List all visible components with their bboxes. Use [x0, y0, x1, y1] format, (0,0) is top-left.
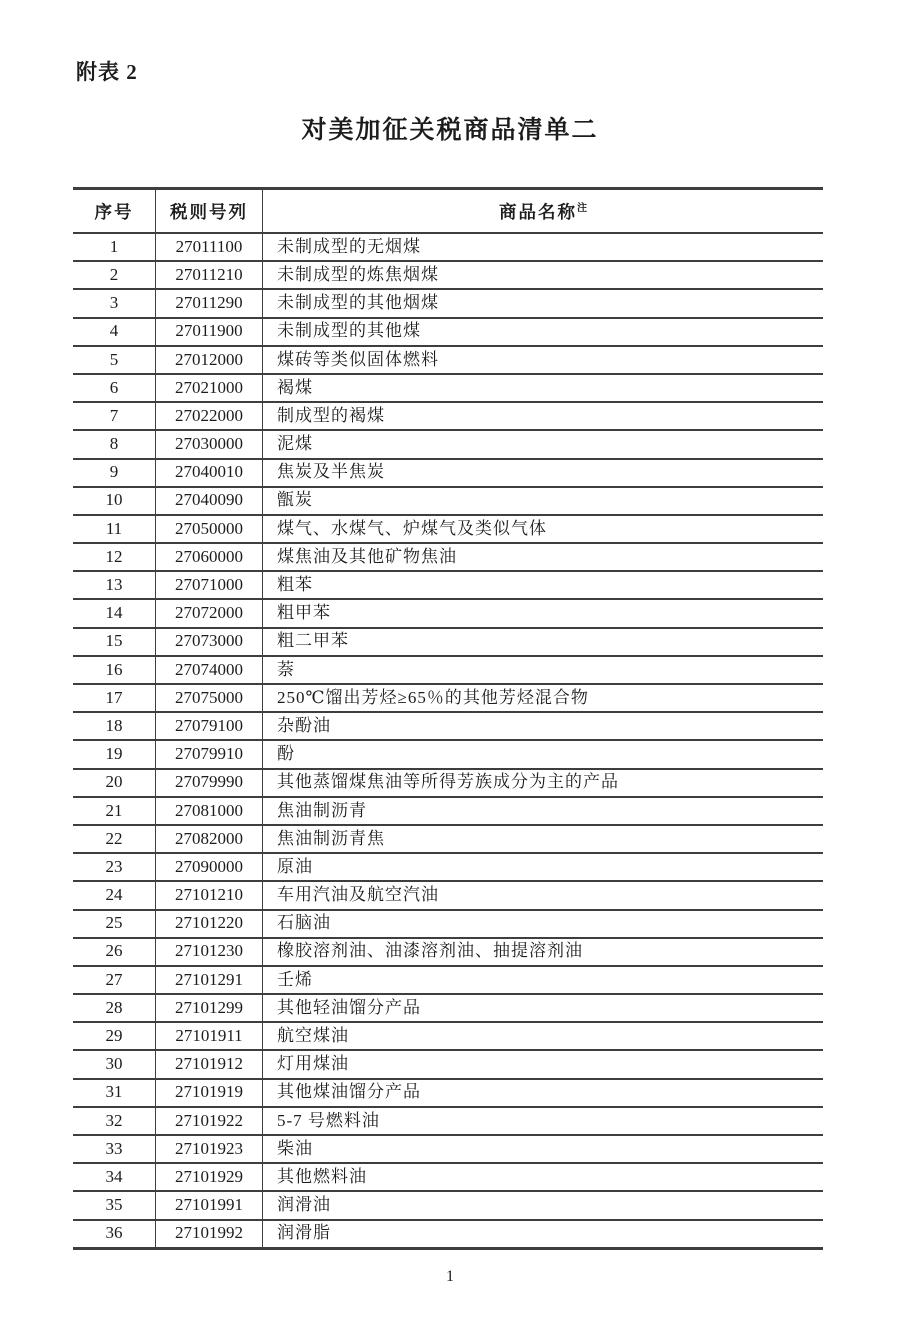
column-header-index: 序号: [73, 189, 156, 234]
row-code: 27011210: [156, 261, 263, 289]
row-code: 27072000: [156, 599, 263, 627]
row-code: 27101929: [156, 1163, 263, 1191]
row-name: 粗苯: [263, 571, 824, 599]
table-row: [73, 910, 823, 938]
row-index: 17: [73, 684, 156, 712]
row-index: 29: [73, 1022, 156, 1050]
row-name: 润滑脂: [263, 1220, 824, 1249]
table-row: [73, 515, 823, 543]
table-row: [73, 430, 823, 458]
row-index: 28: [73, 994, 156, 1022]
row-index: 2: [73, 261, 156, 289]
table-row: [73, 740, 823, 768]
row-index: 27: [73, 966, 156, 994]
table-row: [73, 797, 823, 825]
row-name: 褐煤: [263, 374, 824, 402]
row-code: 27011900: [156, 318, 263, 346]
table-row: [73, 346, 823, 374]
table-row: [73, 1079, 823, 1107]
row-name: 柴油: [263, 1135, 824, 1163]
row-name: 未制成型的其他烟煤: [263, 289, 824, 317]
row-index: 25: [73, 910, 156, 938]
table-body: [73, 233, 823, 1248]
row-code: 27074000: [156, 656, 263, 684]
row-name: 车用汽油及航空汽油: [263, 881, 824, 909]
row-code: 27079990: [156, 769, 263, 797]
row-name: 原油: [263, 853, 824, 881]
row-code: 27050000: [156, 515, 263, 543]
row-code: 27011290: [156, 289, 263, 317]
table-row: [73, 825, 823, 853]
row-code: 27079100: [156, 712, 263, 740]
column-header-name: [263, 189, 824, 234]
table-row: [73, 853, 823, 881]
table-row: [73, 684, 823, 712]
table-row: [73, 1163, 823, 1191]
row-index: 35: [73, 1191, 156, 1219]
table-row: [73, 318, 823, 346]
row-code: 27022000: [156, 402, 263, 430]
row-code: 27060000: [156, 543, 263, 571]
row-name: 萘: [263, 656, 824, 684]
table-row: [73, 1220, 823, 1249]
table-header: [73, 189, 823, 234]
table-row: [73, 1107, 823, 1135]
table-row: [73, 599, 823, 627]
row-code: 27073000: [156, 628, 263, 656]
row-name: 润滑油: [263, 1191, 824, 1219]
table-row: [73, 543, 823, 571]
row-index: 32: [73, 1107, 156, 1135]
column-header-name-text: 商品名称: [499, 201, 577, 222]
row-code: 27071000: [156, 571, 263, 599]
row-index: 19: [73, 740, 156, 768]
row-index: 16: [73, 656, 156, 684]
row-code: 27101911: [156, 1022, 263, 1050]
table-row: [73, 994, 823, 1022]
row-code: 27101299: [156, 994, 263, 1022]
row-index: 21: [73, 797, 156, 825]
row-code: 27030000: [156, 430, 263, 458]
table-row: [73, 966, 823, 994]
row-name: 5-7 号燃料油: [263, 1107, 824, 1135]
row-index: 34: [73, 1163, 156, 1191]
row-code: 27079910: [156, 740, 263, 768]
row-code: 27101922: [156, 1107, 263, 1135]
row-index: 18: [73, 712, 156, 740]
row-name: 其他蒸馏煤焦油等所得芳族成分为主的产品: [263, 769, 824, 797]
table-row: [73, 1191, 823, 1219]
row-index: 7: [73, 402, 156, 430]
row-code: 27101991: [156, 1191, 263, 1219]
column-header-name-note: 注: [577, 202, 587, 214]
row-index: 30: [73, 1050, 156, 1078]
row-name: 粗二甲苯: [263, 628, 824, 656]
row-code: 27011100: [156, 233, 263, 261]
row-index: 33: [73, 1135, 156, 1163]
row-name: 泥煤: [263, 430, 824, 458]
row-index: 3: [73, 289, 156, 317]
page-number: 1: [446, 1268, 454, 1285]
row-name: 橡胶溶剂油、油漆溶剂油、抽提溶剂油: [263, 938, 824, 966]
table-row: [73, 1022, 823, 1050]
row-index: 22: [73, 825, 156, 853]
table-row: [73, 1135, 823, 1163]
row-name: 其他轻油馏分产品: [263, 994, 824, 1022]
row-index: 31: [73, 1079, 156, 1107]
column-header-code: 税则号列: [156, 189, 263, 234]
row-code: 27101919: [156, 1079, 263, 1107]
table-row: [73, 938, 823, 966]
table-row: [73, 571, 823, 599]
row-name: 酚: [263, 740, 824, 768]
row-code: 27040090: [156, 487, 263, 515]
row-code: 27101992: [156, 1220, 263, 1249]
row-name: 其他煤油馏分产品: [263, 1079, 824, 1107]
row-code: 27101912: [156, 1050, 263, 1078]
row-name: 未制成型的其他煤: [263, 318, 824, 346]
table-row: [73, 233, 823, 261]
row-code: 27101923: [156, 1135, 263, 1163]
row-index: 20: [73, 769, 156, 797]
table-row: [73, 261, 823, 289]
table-row: [73, 402, 823, 430]
row-name: 焦炭及半焦炭: [263, 459, 824, 487]
row-name: 航空煤油: [263, 1022, 824, 1050]
row-index: 1: [73, 233, 156, 261]
row-index: 5: [73, 346, 156, 374]
row-name: 焦油制沥青焦: [263, 825, 824, 853]
row-code: 27101230: [156, 938, 263, 966]
table-row: [73, 712, 823, 740]
row-code: 27090000: [156, 853, 263, 881]
row-code: 27040010: [156, 459, 263, 487]
row-index: 15: [73, 628, 156, 656]
row-name: 未制成型的无烟煤: [263, 233, 824, 261]
table-row: [73, 487, 823, 515]
row-code: 27081000: [156, 797, 263, 825]
document-title: 对美加征关税商品清单二: [301, 117, 599, 144]
row-code: 27082000: [156, 825, 263, 853]
row-code: 27021000: [156, 374, 263, 402]
row-name: 煤焦油及其他矿物焦油: [263, 543, 824, 571]
row-name: 煤砖等类似固体燃料: [263, 346, 824, 374]
row-code: 27075000: [156, 684, 263, 712]
row-index: 14: [73, 599, 156, 627]
row-name: 粗甲苯: [263, 599, 824, 627]
row-index: 8: [73, 430, 156, 458]
row-index: 9: [73, 459, 156, 487]
tariff-table: [73, 187, 823, 1250]
row-name: 杂酚油: [263, 712, 824, 740]
row-index: 12: [73, 543, 156, 571]
row-index: 26: [73, 938, 156, 966]
row-index: 10: [73, 487, 156, 515]
row-index: 11: [73, 515, 156, 543]
table-row: [73, 1050, 823, 1078]
row-index: 4: [73, 318, 156, 346]
row-name: 制成型的褐煤: [263, 402, 824, 430]
appendix-label: 附表 2: [76, 60, 138, 84]
table-row: [73, 881, 823, 909]
row-index: 6: [73, 374, 156, 402]
table-row: [73, 628, 823, 656]
table-row: [73, 459, 823, 487]
row-name: 未制成型的炼焦烟煤: [263, 261, 824, 289]
table-row: [73, 769, 823, 797]
table-row: [73, 289, 823, 317]
row-name: 壬烯: [263, 966, 824, 994]
row-index: 36: [73, 1220, 156, 1249]
row-name: 其他燃料油: [263, 1163, 824, 1191]
row-name: 石脑油: [263, 910, 824, 938]
row-code: 27101210: [156, 881, 263, 909]
row-name: 焦油制沥青: [263, 797, 824, 825]
row-code: 27101220: [156, 910, 263, 938]
table-row: [73, 656, 823, 684]
row-name: 灯用煤油: [263, 1050, 824, 1078]
table-row: [73, 374, 823, 402]
row-code: 27012000: [156, 346, 263, 374]
row-index: 24: [73, 881, 156, 909]
row-index: 13: [73, 571, 156, 599]
row-name: 煤气、水煤气、炉煤气及类似气体: [263, 515, 824, 543]
row-name: 甑炭: [263, 487, 824, 515]
row-name: 250℃馏出芳烃≥65％的其他芳烃混合物: [263, 684, 824, 712]
row-code: 27101291: [156, 966, 263, 994]
row-index: 23: [73, 853, 156, 881]
table-header-row: [73, 189, 823, 234]
